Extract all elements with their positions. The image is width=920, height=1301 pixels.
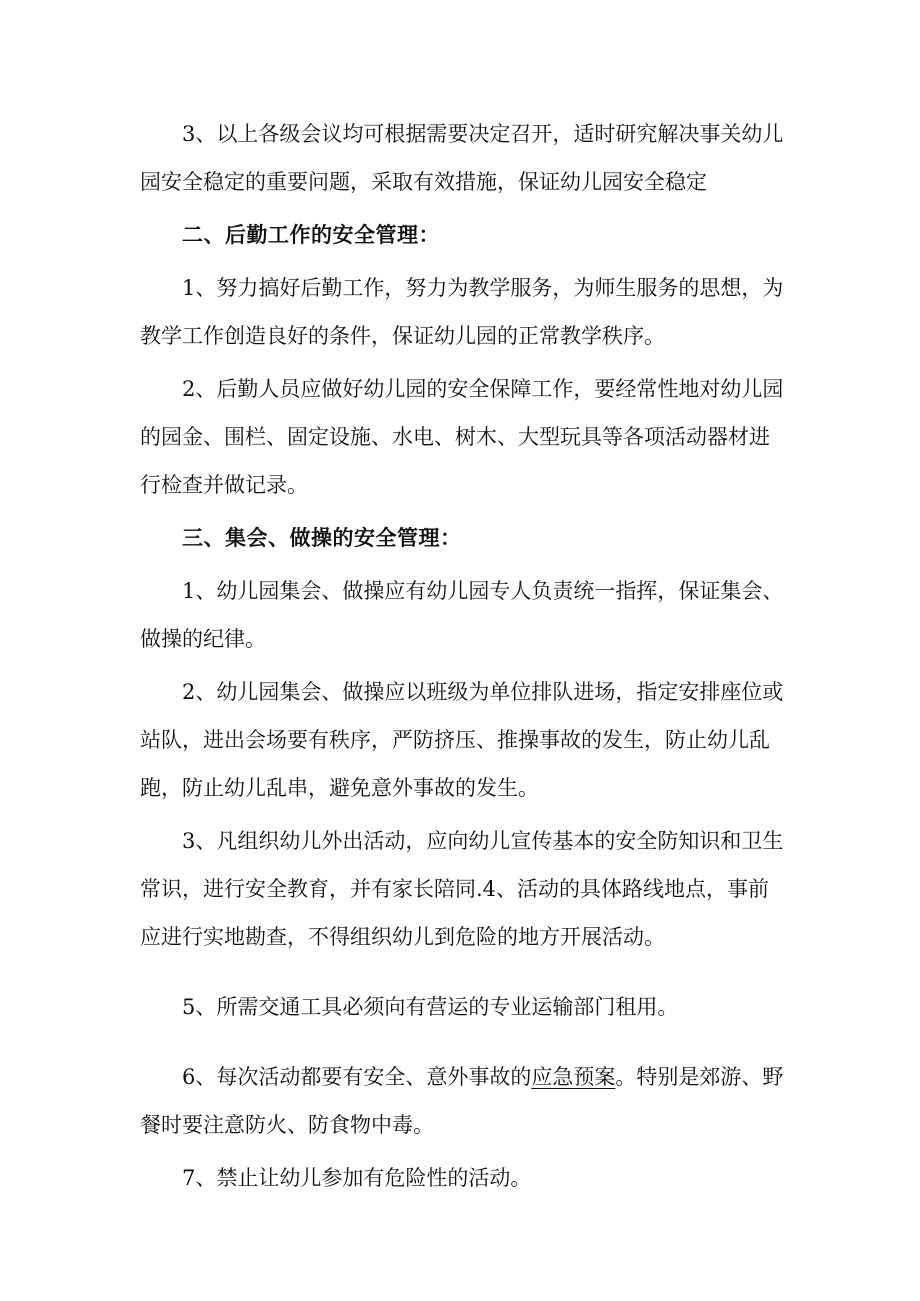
paragraph-logistics-2: 2、后勤人员应做好幼儿园的安全保障工作，要经常性地对幼儿园的园金、围栏、固定设施、水电、树木、大型玩具等各项活动器材进行检查并做记录。 xyxy=(140,377,784,497)
paragraph-emergency-text-end: 。特别是郊游、野餐时要注意防火、防食物中毒。 xyxy=(140,1065,784,1137)
paragraph-transport-5: 5、所需交通工具必须向有营运的专业运输部门租用。 xyxy=(182,995,679,1019)
paragraph-danger-7: 7、禁止让幼儿参加有危险性的活动。 xyxy=(182,1166,532,1190)
paragraph-logistics-1: 1、努力搞好后勤工作，努力为教学服务，为师生服务的思想，为教学工作创造良好的条件，保证幼儿园的正常教学秩序。 xyxy=(140,276,784,348)
paragraph-meetings-3: 3、以上各级会议均可根据需要决定召开，适时研究解决事关幼儿园安全稳定的重要问题，采取有效措施，保证幼儿园安全稳定 xyxy=(140,122,784,194)
paragraph-assembly-2: 2、幼儿园集会、做操应以班级为单位排队进场，指定安排座位或站队，进出会场要有秩序，严防挤压、推操事故的发生，防止幼儿乱跑，防止幼儿乱串，避免意外事故的发生。 xyxy=(140,680,784,800)
paragraph-outing-3: 3、凡组织幼儿外出活动，应向幼儿宣传基本的安全防知识和卫生常识，进行安全教育，并有家长陪同.4、活动的具体路线地点，事前应进行实地勘查，不得组织幼儿到危险的地方开展活动。 xyxy=(140,829,784,949)
section-heading-logistics: 二、后勤工作的安全管理： xyxy=(182,223,440,247)
paragraph-assembly-1: 1、幼儿园集会、做操应有幼儿园专人负责统一指挥，保证集会、做操的纪律。 xyxy=(140,579,784,651)
section-heading-assembly: 三、集会、做操的安全管理： xyxy=(182,526,462,550)
emergency-plan-link[interactable]: 应急预案 xyxy=(531,1065,616,1089)
paragraph-emergency-text-start: 6、每次活动都要有安全、意外事故的 xyxy=(182,1065,532,1089)
paragraph-emergency-6 xyxy=(140,1053,788,1149)
document-body xyxy=(140,110,788,1202)
